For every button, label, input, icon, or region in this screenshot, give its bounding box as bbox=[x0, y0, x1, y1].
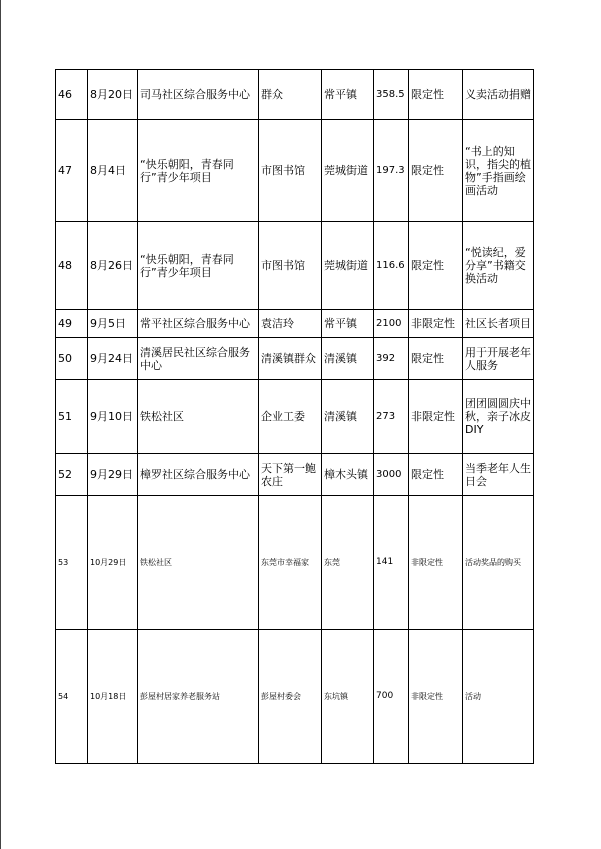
amount: 700 bbox=[374, 630, 409, 764]
row-number: 54 bbox=[56, 630, 88, 764]
row-number: 53 bbox=[56, 496, 88, 630]
donor: 彭屋村委会 bbox=[259, 630, 322, 764]
donation-table bbox=[55, 69, 534, 764]
town: 清溪镇 bbox=[322, 338, 374, 380]
donor: 市图书馆 bbox=[259, 222, 322, 310]
donation-date: 8月20日 bbox=[88, 70, 138, 120]
donation-date: 8月4日 bbox=[88, 120, 138, 222]
table-row bbox=[56, 70, 534, 120]
table-row bbox=[56, 310, 534, 338]
donation-type: 限定性 bbox=[409, 120, 463, 222]
recipient-organization: 铁松社区 bbox=[138, 380, 259, 454]
recipient-organization: 司马社区综合服务中心 bbox=[138, 70, 259, 120]
table-row bbox=[56, 222, 534, 310]
donation-date: 9月29日 bbox=[88, 454, 138, 496]
donor: 企业工委 bbox=[259, 380, 322, 454]
purpose: “悦读纪，爱分享”书籍交换活动 bbox=[463, 222, 534, 310]
donor: 袁洁玲 bbox=[259, 310, 322, 338]
donation-type: 限定性 bbox=[409, 222, 463, 310]
purpose: 活动 bbox=[463, 630, 534, 764]
recipient-organization: 清溪居民社区综合服务中心 bbox=[138, 338, 259, 380]
purpose: “书上的知识，指尖的植物”手指画绘画活动 bbox=[463, 120, 534, 222]
amount: 3000 bbox=[374, 454, 409, 496]
row-number: 50 bbox=[56, 338, 88, 380]
amount: 116.6 bbox=[374, 222, 409, 310]
donation-date: 9月5日 bbox=[88, 310, 138, 338]
town: 清溪镇 bbox=[322, 380, 374, 454]
town: 莞城街道 bbox=[322, 222, 374, 310]
page-left-edge bbox=[0, 0, 1, 849]
donor: 东莞市幸福家 bbox=[259, 496, 322, 630]
purpose: 义卖活动捐赠 bbox=[463, 70, 534, 120]
table-row bbox=[56, 496, 534, 630]
row-number: 48 bbox=[56, 222, 88, 310]
donor: 清溪镇群众 bbox=[259, 338, 322, 380]
row-number: 49 bbox=[56, 310, 88, 338]
town: 樟木头镇 bbox=[322, 454, 374, 496]
recipient-organization: 常平社区综合服务中心 bbox=[138, 310, 259, 338]
purpose: 团团圆圆庆中秋，亲子冰皮DIY bbox=[463, 380, 534, 454]
table-row bbox=[56, 380, 534, 454]
purpose: 社区长者项目 bbox=[463, 310, 534, 338]
donation-type: 限定性 bbox=[409, 454, 463, 496]
purpose: 当季老年人生日会 bbox=[463, 454, 534, 496]
purpose: 活动奖品的购买 bbox=[463, 496, 534, 630]
table-row bbox=[56, 338, 534, 380]
amount: 141 bbox=[374, 496, 409, 630]
donor: 市图书馆 bbox=[259, 120, 322, 222]
donation-type: 非限定性 bbox=[409, 310, 463, 338]
donation-date: 9月24日 bbox=[88, 338, 138, 380]
amount: 358.5 bbox=[374, 70, 409, 120]
donation-type: 限定性 bbox=[409, 70, 463, 120]
town: 莞城街道 bbox=[322, 120, 374, 222]
donation-type: 非限定性 bbox=[409, 380, 463, 454]
table-row bbox=[56, 454, 534, 496]
amount: 2100 bbox=[374, 310, 409, 338]
recipient-organization: 樟罗社区综合服务中心 bbox=[138, 454, 259, 496]
row-number: 46 bbox=[56, 70, 88, 120]
purpose: 用于开展老年人服务 bbox=[463, 338, 534, 380]
donation-type: 非限定性 bbox=[409, 630, 463, 764]
amount: 392 bbox=[374, 338, 409, 380]
row-number: 47 bbox=[56, 120, 88, 222]
donation-date: 9月10日 bbox=[88, 380, 138, 454]
donation-date: 8月26日 bbox=[88, 222, 138, 310]
recipient-organization: “快乐朝阳，青春同行”青少年项目 bbox=[138, 222, 259, 310]
donation-type: 限定性 bbox=[409, 338, 463, 380]
donor: 群众 bbox=[259, 70, 322, 120]
donation-date: 10月29日 bbox=[88, 496, 138, 630]
donation-date: 10月18日 bbox=[88, 630, 138, 764]
amount: 197.3 bbox=[374, 120, 409, 222]
donor: 天下第一鲍农庄 bbox=[259, 454, 322, 496]
recipient-organization: “快乐朝阳，青春同行”青少年项目 bbox=[138, 120, 259, 222]
town: 常平镇 bbox=[322, 310, 374, 338]
row-number: 52 bbox=[56, 454, 88, 496]
amount: 273 bbox=[374, 380, 409, 454]
town: 东坑镇 bbox=[322, 630, 374, 764]
recipient-organization: 彭屋村居家养老服务站 bbox=[138, 630, 259, 764]
table-row bbox=[56, 630, 534, 764]
table-row bbox=[56, 120, 534, 222]
row-number: 51 bbox=[56, 380, 88, 454]
donation-type: 非限定性 bbox=[409, 496, 463, 630]
recipient-organization: 铁松社区 bbox=[138, 496, 259, 630]
town: 常平镇 bbox=[322, 70, 374, 120]
town: 东莞 bbox=[322, 496, 374, 630]
